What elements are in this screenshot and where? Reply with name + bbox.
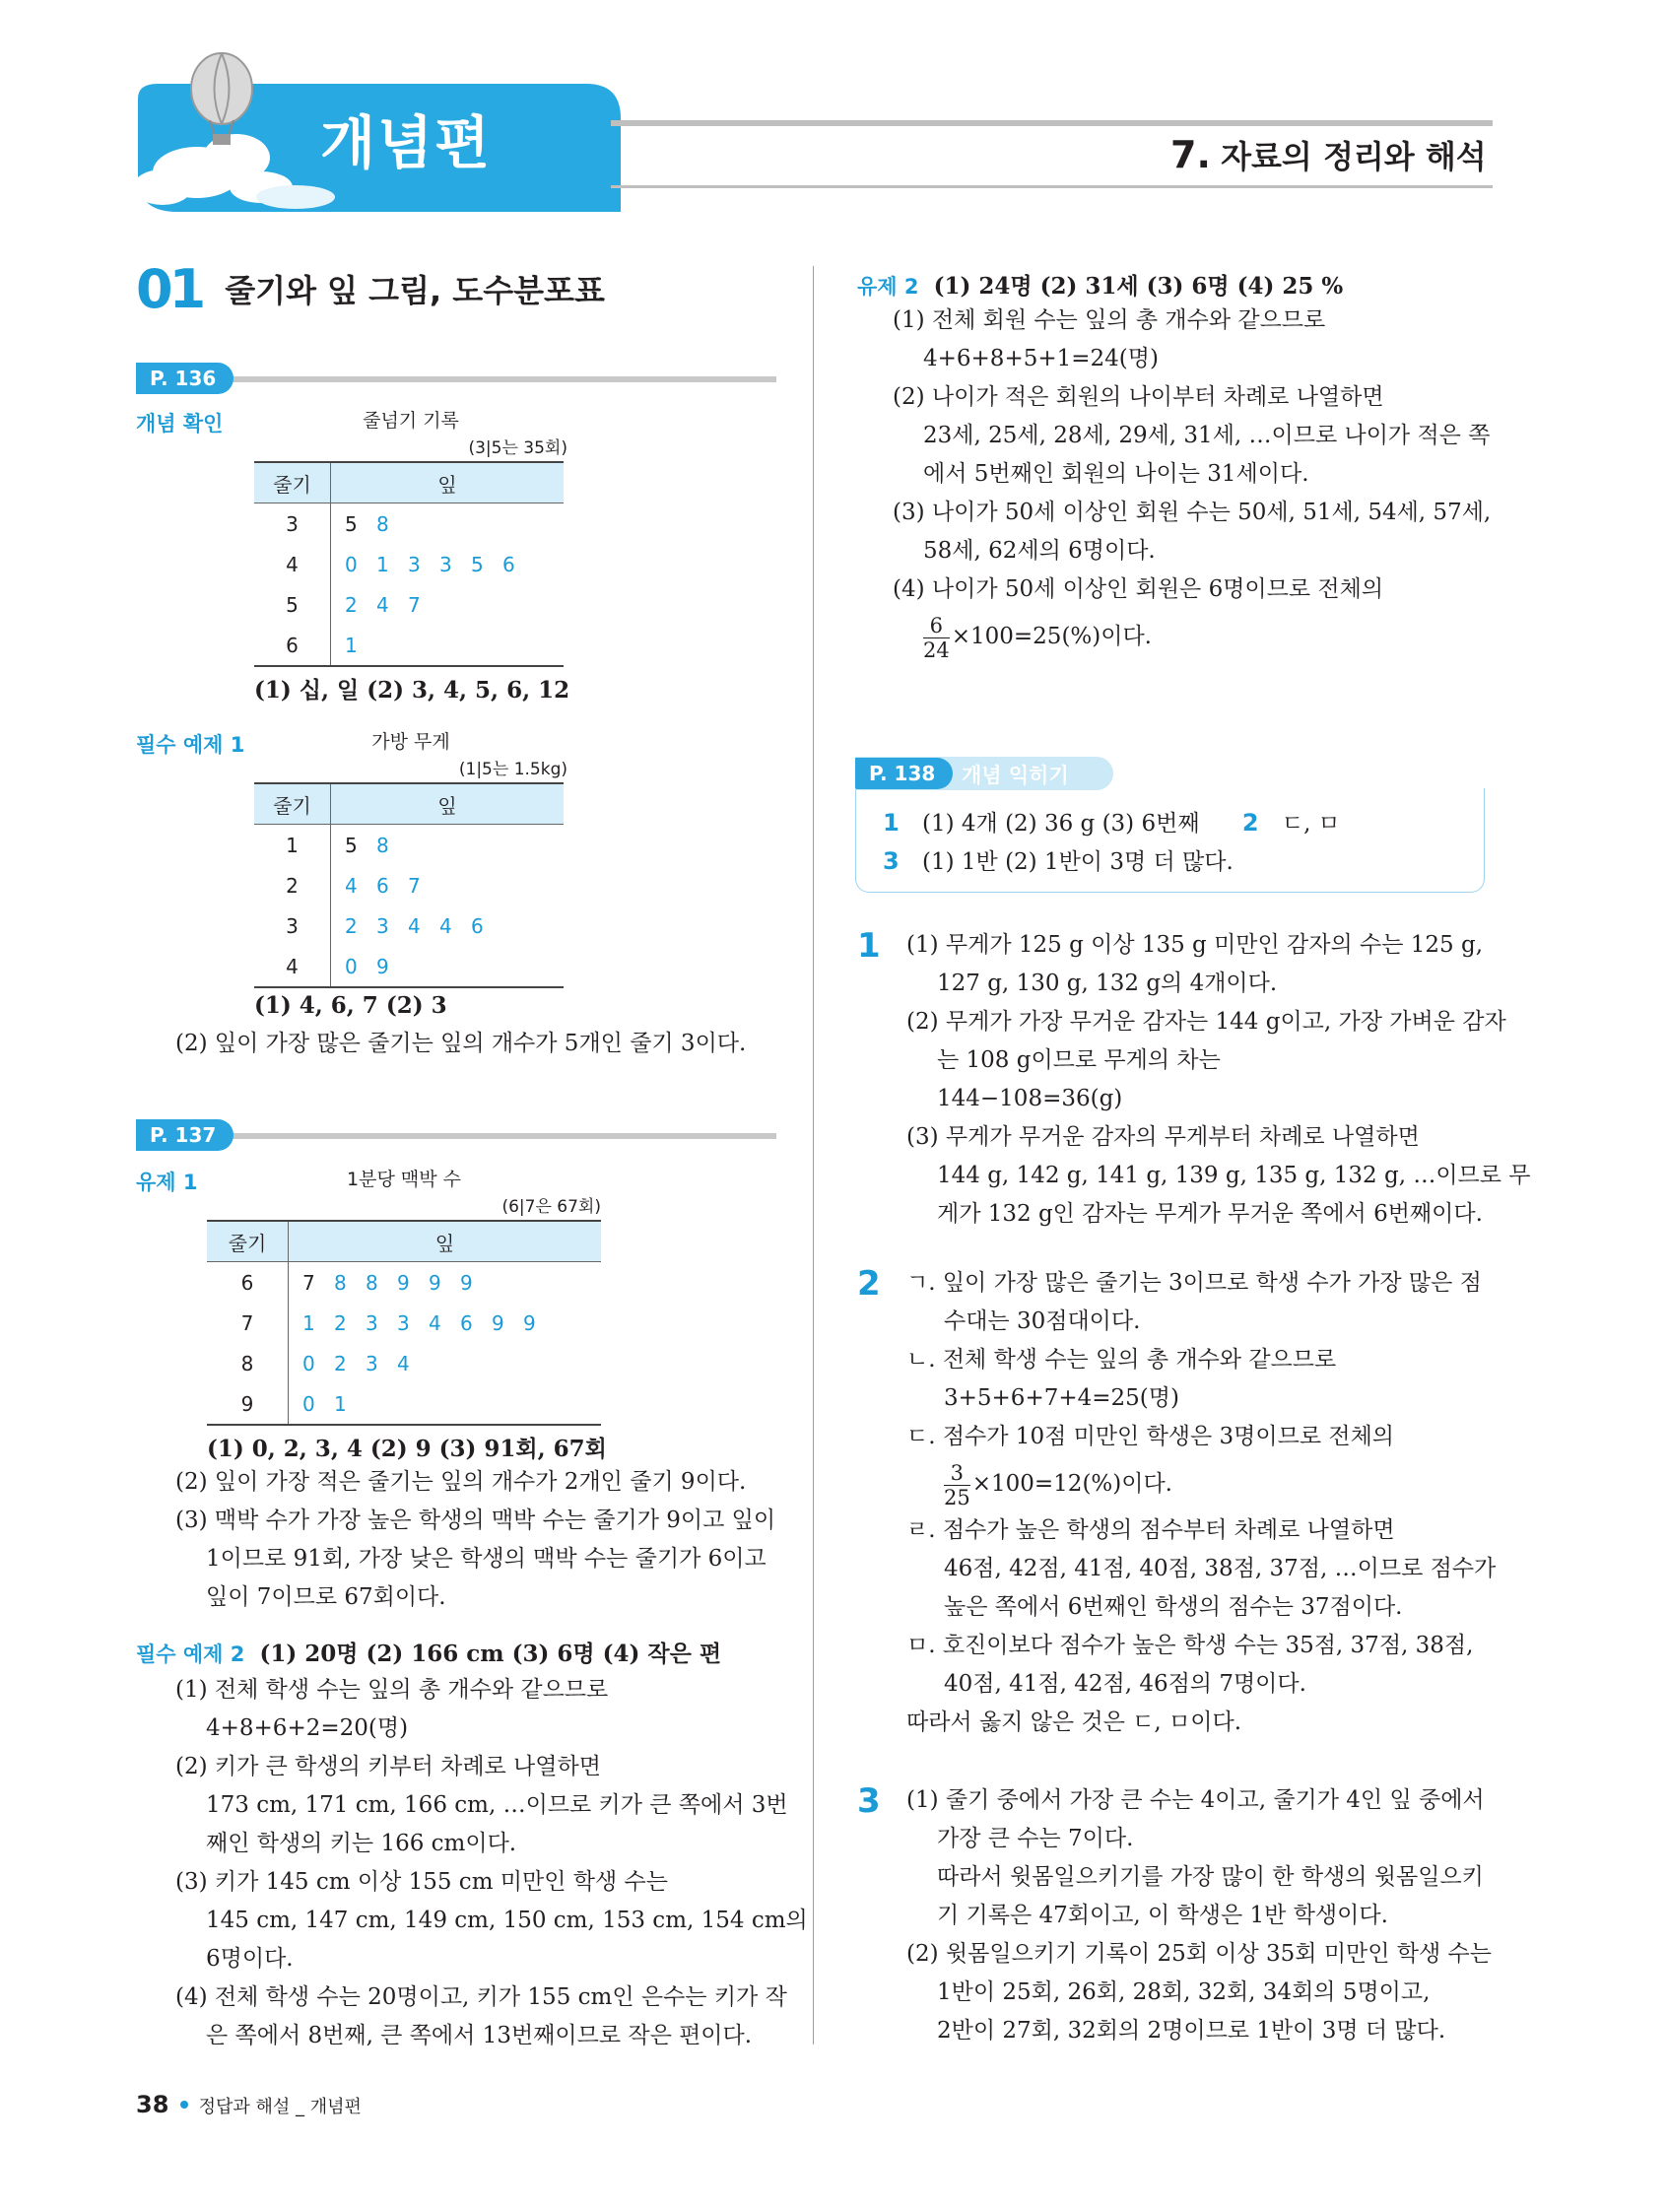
footer-dot-icon xyxy=(180,2101,188,2109)
section-title: 줄기와 잎 그림, 도수분포표 xyxy=(225,272,605,309)
stem-cell: 8 xyxy=(207,1343,289,1383)
table-row xyxy=(254,544,564,584)
leaf-value: 2 xyxy=(334,1351,347,1375)
leaf-value: 8 xyxy=(366,1270,378,1295)
table-row xyxy=(254,946,564,987)
text-line: 에서 5번째인 회원의 나이는 31세이다. xyxy=(923,461,1309,487)
leaf-cell xyxy=(331,825,565,866)
leaf-value: 8 xyxy=(334,1270,347,1295)
fraction-line xyxy=(893,609,1491,664)
text-line: (2) 나이가 적은 회원의 나이부터 차례로 나열하면 xyxy=(893,384,1384,410)
leaf-value: 2 xyxy=(334,1310,347,1335)
leaf-cell xyxy=(289,1262,602,1304)
text-line: 127 g, 130 g, 132 g의 4개이다. xyxy=(937,971,1278,996)
stem-cell: 9 xyxy=(207,1383,289,1425)
q3-answer: (1) 1반 (2) 1반이 3명 더 많다. xyxy=(922,849,1234,875)
exercise-2 xyxy=(857,268,1343,301)
leaf-cell xyxy=(331,584,565,625)
leaf-cell xyxy=(331,625,565,666)
p136-tag-bar xyxy=(136,363,776,398)
leaf-value: 9 xyxy=(397,1270,410,1295)
stem-cell: 4 xyxy=(254,544,331,584)
table2-title: 가방 무게 xyxy=(371,731,450,753)
table-row xyxy=(254,865,564,905)
leaf-value: 0 xyxy=(345,552,358,576)
text-line: (2) 잎이 가장 적은 줄기는 잎의 개수가 2개인 줄기 9이다. xyxy=(175,1469,747,1495)
q1-answer: (1) 4개 (2) 36 g (3) 6번째 xyxy=(922,811,1200,837)
explanation-4 xyxy=(175,1671,808,2055)
text-line: (1) 무게가 125 g 이상 135 g 미만인 감자의 수는 125 g, xyxy=(906,932,1484,958)
leaf-value: 0 xyxy=(345,954,358,978)
stem-leaf-table-1 xyxy=(254,461,564,667)
required-example-2-label: 필수 예제 2 xyxy=(136,1642,245,1666)
denominator: 25 xyxy=(944,1485,970,1509)
q3-number: 3 xyxy=(883,847,900,875)
header-graphic xyxy=(0,0,1668,227)
leaf-cell xyxy=(331,865,565,905)
solution-1 xyxy=(906,926,1531,1234)
leaf-value: 8 xyxy=(376,511,389,536)
text-line: 46점, 42점, 41점, 40점, 38점, 37점, …이므로 점수가 xyxy=(944,1556,1497,1581)
text-line: (1) 전체 회원 수는 잎의 총 개수와 같으므로 xyxy=(893,307,1326,333)
footer xyxy=(136,2091,362,2118)
text-line: 높은 쪽에서 6번째인 학생의 점수는 37점이다. xyxy=(944,1594,1403,1620)
leaf-value: 4 xyxy=(345,873,358,898)
text-line: 144−108=36(g) xyxy=(937,1086,1123,1111)
q1-number: 1 xyxy=(883,809,900,837)
text-line: 4+6+8+5+1=24(명) xyxy=(923,346,1159,371)
p138-box xyxy=(855,757,1486,895)
text-line: 145 cm, 147 cm, 149 cm, 150 cm, 153 cm, 154 cm의 xyxy=(206,1908,808,1933)
leaf-cell xyxy=(331,946,565,987)
leaf-value: 7 xyxy=(408,592,421,617)
solution-2-number: 2 xyxy=(857,1264,881,1304)
leaf-value: 0 xyxy=(302,1351,315,1375)
leaf-value: 4 xyxy=(439,913,452,938)
stem-header: 줄기 xyxy=(207,1221,289,1262)
answer-5: (1) 24명 (2) 31세 (3) 6명 (4) 25 % xyxy=(933,273,1344,300)
table-row xyxy=(254,503,564,545)
leaf-value: 6 xyxy=(376,873,389,898)
text-line: 은 쪽에서 8번째, 큰 쪽에서 13번째이므로 작은 편이다. xyxy=(206,2023,753,2048)
table-row xyxy=(254,584,564,625)
leaf-value: 4 xyxy=(429,1310,441,1335)
stem-header: 줄기 xyxy=(254,462,331,503)
leaf-value: 7 xyxy=(302,1270,315,1295)
text-line: 따라서 윗몸일으키기를 가장 많이 한 학생의 윗몸일으키 xyxy=(937,1864,1484,1890)
leaf-value: 4 xyxy=(397,1351,410,1375)
text-line: 잎이 7이므로 67회이다. xyxy=(206,1584,446,1610)
q2-answer: ㄷ, ㅁ xyxy=(1281,811,1340,837)
text-line: (2) 윗몸일으키기 기록이 25회 이상 35회 미만인 학생 수는 xyxy=(906,1941,1492,1967)
leaf-value: 6 xyxy=(502,552,515,576)
leaf-value: 5 xyxy=(471,552,484,576)
leaf-value: 5 xyxy=(345,833,358,857)
leaf-value: 8 xyxy=(376,833,389,857)
leaf-value: 9 xyxy=(429,1270,441,1295)
leaf-value: 2 xyxy=(345,592,358,617)
stem-cell: 6 xyxy=(207,1262,289,1304)
required-example-2 xyxy=(136,1636,721,1668)
leaf-value: 4 xyxy=(408,913,421,938)
leaf-value: 0 xyxy=(302,1391,315,1416)
text-line: (3) 키가 145 cm 이상 155 cm 미만인 학생 수는 xyxy=(175,1869,668,1895)
answer-2: (1) 4, 6, 7 (2) 3 xyxy=(254,992,447,1019)
text-line: ㄷ. 점수가 10점 미만인 학생은 3명이므로 전체의 xyxy=(906,1424,1395,1449)
text-line: 기 기록은 47회이고, 이 학생은 1반 학생이다. xyxy=(937,1903,1388,1928)
text-line: 6명이다. xyxy=(206,1946,294,1972)
page-tag-137: P. 137 xyxy=(136,1119,234,1151)
table-row xyxy=(254,625,564,666)
text-line: (1) 전체 학생 수는 잎의 총 개수와 같으므로 xyxy=(175,1677,609,1703)
table-row xyxy=(254,825,564,866)
table-row xyxy=(207,1343,601,1383)
text-line: (1) 줄기 중에서 가장 큰 수는 4이고, 줄기가 4인 잎 중에서 xyxy=(906,1787,1485,1813)
table-row xyxy=(207,1383,601,1425)
text-line: 144 g, 142 g, 141 g, 139 g, 135 g, 132 g, …이므로 무 xyxy=(937,1163,1531,1188)
chapter-heading xyxy=(1170,132,1487,177)
text-line: 게가 132 g인 감자는 무게가 무거운 쪽에서 6번째이다. xyxy=(937,1201,1483,1227)
text-line: 4+8+6+2=20(명) xyxy=(206,1715,409,1741)
explanation-2: (2) 잎이 가장 많은 줄기는 잎의 개수가 5개인 줄기 3이다. xyxy=(175,1031,747,1056)
stem-cell: 2 xyxy=(254,865,331,905)
answer-3: (1) 0, 2, 3, 4 (2) 9 (3) 91회, 67회 xyxy=(207,1436,607,1462)
leaf-value: 1 xyxy=(302,1310,315,1335)
table3-title: 1분당 맥박 수 xyxy=(347,1169,461,1190)
leaf-cell xyxy=(289,1343,602,1383)
text-line: 1반이 25회, 26회, 28회, 32회, 34회의 5명이고, xyxy=(937,1979,1431,2005)
numerator: 3 xyxy=(944,1461,970,1486)
fraction-tail: ×100=12(%)이다. xyxy=(971,1471,1172,1497)
stem-cell: 4 xyxy=(254,946,331,987)
answer-4: (1) 20명 (2) 166 cm (3) 6명 (4) 작은 편 xyxy=(259,1641,722,1667)
text-line: 2반이 27회, 32회의 2명이므로 1반이 3명 더 많다. xyxy=(937,2018,1446,2044)
leaf-value: 3 xyxy=(366,1351,378,1375)
text-line: 40점, 41점, 42점, 46점의 7명이다. xyxy=(944,1671,1306,1697)
text-line: (2) 키가 큰 학생의 키부터 차례로 나열하면 xyxy=(175,1754,601,1779)
numerator: 6 xyxy=(923,614,950,638)
leaf-value: 7 xyxy=(408,873,421,898)
page-tag-138: P. 138 xyxy=(855,758,953,789)
text-line: 3+5+6+7+4=25(명) xyxy=(944,1385,1179,1411)
leaf-value: 9 xyxy=(460,1270,473,1295)
leaf-value: 9 xyxy=(492,1310,504,1335)
text-line: (3) 나이가 50세 이상인 회원 수는 50세, 51세, 54세, 57세, xyxy=(893,500,1492,525)
stem-leaf-table-3 xyxy=(207,1220,601,1426)
chapter-title: 자료의 정리와 해석 xyxy=(1221,138,1487,175)
text-line: ㅁ. 호진이보다 점수가 높은 학생 수는 35점, 37점, 38점, xyxy=(906,1633,1474,1658)
leaf-value: 1 xyxy=(334,1391,347,1416)
p137-tag-bar xyxy=(136,1119,776,1155)
table1-note: (3|5는 35회) xyxy=(468,438,567,458)
page-number: 38 xyxy=(136,2091,169,2118)
text-line: (2) 무게가 가장 무거운 감자는 144 g이고, 가장 가벼운 감자 xyxy=(906,1009,1506,1035)
text-line: 따라서 옳지 않은 것은 ㄷ, ㅁ이다. xyxy=(906,1709,1242,1735)
box-row-2 xyxy=(883,842,1234,882)
text-line: 58세, 62세의 6명이다. xyxy=(923,538,1156,564)
fraction xyxy=(944,1461,970,1509)
text-line: ㄴ. 전체 학생 수는 잎의 총 개수와 같으므로 xyxy=(906,1347,1337,1373)
section-heading xyxy=(136,258,605,320)
leaf-header: 잎 xyxy=(331,783,565,825)
fraction-tail: ×100=25(%)이다. xyxy=(951,624,1152,649)
leaf-value: 6 xyxy=(460,1310,473,1335)
exercise-2-label: 유제 2 xyxy=(857,275,919,299)
table-row xyxy=(207,1262,601,1304)
text-line: ㄱ. 잎이 가장 많은 줄기는 3이므로 학생 수가 가장 많은 점 xyxy=(906,1270,1482,1296)
stem-cell: 5 xyxy=(254,584,331,625)
explanation-3 xyxy=(175,1463,775,1617)
text-line: 째인 학생의 키는 166 cm이다. xyxy=(206,1831,517,1856)
fraction xyxy=(923,614,950,662)
leaf-cell xyxy=(331,503,565,545)
text-line: 가장 큰 수는 7이다. xyxy=(937,1826,1134,1851)
text-line: ㄹ. 점수가 높은 학생의 점수부터 차례로 나열하면 xyxy=(906,1517,1395,1543)
leaf-value: 6 xyxy=(471,913,484,938)
table3-note: (6|7은 67회) xyxy=(501,1197,601,1217)
exercise-1-label: 유제 1 xyxy=(136,1171,198,1194)
solution-3 xyxy=(906,1781,1492,2050)
text-line: 23세, 25세, 28세, 29세, 31세, …이므로 나이가 적은 쪽 xyxy=(923,423,1491,448)
leaf-value: 2 xyxy=(345,913,358,938)
leaf-value: 1 xyxy=(345,633,358,657)
leaf-value: 3 xyxy=(376,913,389,938)
answer-1: (1) 십, 일 (2) 3, 4, 5, 6, 12 xyxy=(254,677,570,704)
stem-cell: 7 xyxy=(207,1303,289,1343)
stem-header: 줄기 xyxy=(254,783,331,825)
box-row-1 xyxy=(883,804,1340,843)
stem-cell: 3 xyxy=(254,503,331,545)
concept-check-label: 개념 확인 xyxy=(136,412,224,436)
text-line: 173 cm, 171 cm, 166 cm, …이므로 키가 큰 쪽에서 3번 xyxy=(206,1792,788,1818)
column-divider xyxy=(813,266,814,2044)
stem-cell: 6 xyxy=(254,625,331,666)
solution-1-number: 1 xyxy=(857,926,881,966)
leaf-value: 3 xyxy=(439,552,452,576)
page-tag-136: P. 136 xyxy=(136,363,234,394)
leaf-value: 3 xyxy=(397,1310,410,1335)
text-line: 는 108 g이므로 무게의 차는 xyxy=(937,1047,1221,1073)
header-banner xyxy=(0,0,1668,227)
leaf-cell xyxy=(289,1303,602,1343)
leaf-header: 잎 xyxy=(289,1221,602,1262)
leaf-cell xyxy=(289,1383,602,1425)
text-line: (3) 맥박 수가 가장 높은 학생의 맥박 수는 줄기가 9이고 잎이 xyxy=(175,1508,776,1533)
q2-number: 2 xyxy=(1241,809,1259,837)
chapter-number: 7. xyxy=(1170,133,1211,176)
leaf-value: 9 xyxy=(376,954,389,978)
table2-note: (1|5는 1.5kg) xyxy=(458,760,567,779)
leaf-value: 3 xyxy=(366,1310,378,1335)
table-row xyxy=(254,905,564,946)
text-line: (4) 전체 학생 수는 20명이고, 키가 155 cm인 은수는 키가 작 xyxy=(175,1984,787,2010)
text-line: (3) 무게가 무거운 감자의 무게부터 차례로 나열하면 xyxy=(906,1124,1420,1150)
required-example-1-label: 필수 예제 1 xyxy=(136,733,245,757)
leaf-value: 4 xyxy=(376,592,389,617)
footer-text: 정답과 해설 _ 개념편 xyxy=(198,2097,362,2117)
category-title: 개념편 xyxy=(320,109,493,176)
leaf-value: 9 xyxy=(523,1310,536,1335)
stem-cell: 3 xyxy=(254,905,331,946)
leaf-value: 1 xyxy=(376,552,389,576)
stem-cell: 1 xyxy=(254,825,331,866)
solution-3-number: 3 xyxy=(857,1781,881,1821)
p138-title: 개념 익히기 xyxy=(962,764,1069,787)
leaf-value: 5 xyxy=(345,511,358,536)
text-line: 수대는 30점대이다. xyxy=(944,1308,1141,1334)
leaf-cell xyxy=(331,544,565,584)
stem-leaf-table-2 xyxy=(254,782,564,988)
leaf-value: 3 xyxy=(408,552,421,576)
text-line: 1이므로 91회, 가장 낮은 학생의 맥박 수는 줄기가 6이고 xyxy=(206,1546,767,1572)
table-row xyxy=(207,1303,601,1343)
text-line: (4) 나이가 50세 이상인 회원은 6명이므로 전체의 xyxy=(893,576,1384,602)
solution-2 xyxy=(906,1264,1496,1742)
leaf-header: 잎 xyxy=(331,462,565,503)
denominator: 24 xyxy=(923,637,950,662)
section-number: 01 xyxy=(136,258,203,320)
fraction-line xyxy=(906,1456,1496,1511)
table1-title: 줄넘기 기록 xyxy=(363,410,459,432)
leaf-cell xyxy=(331,905,565,946)
explanation-5 xyxy=(893,302,1491,664)
